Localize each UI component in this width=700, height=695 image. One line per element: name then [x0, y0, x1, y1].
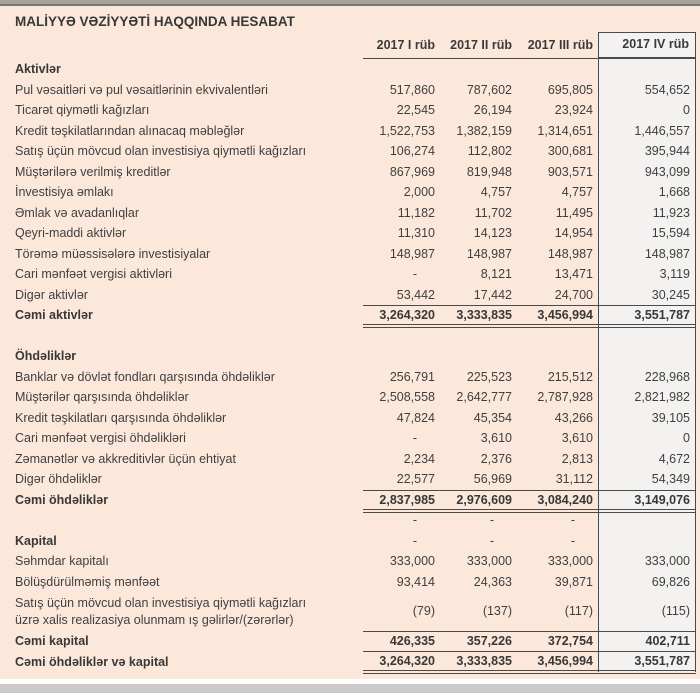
value-cell-q4: 3,149,076 [634, 492, 690, 507]
value-cell-q3: 4,757 [561, 185, 593, 199]
row-values [363, 244, 696, 265]
value-cell-q4: 15,594 [651, 226, 690, 240]
value-cell-q2: 112,802 [467, 144, 512, 158]
value-cell-q2: 2,376 [480, 451, 512, 466]
row-label: Ticarət qiymətli kağızları [15, 103, 150, 117]
row-label: Aktivlər [15, 62, 61, 76]
value-cell-q1: 106,274 [389, 144, 435, 158]
value-cell-q3 [512, 346, 593, 367]
value-cell-q2: 14,123 [473, 226, 512, 240]
row-values [363, 449, 696, 470]
table-row [0, 80, 700, 101]
row-values [363, 531, 696, 552]
value-cell-q4: 30,245 [651, 287, 690, 302]
row-values [363, 551, 696, 572]
column-header-q1: 2017 I rüb [376, 38, 435, 52]
row-values [363, 80, 696, 101]
header-spacer [0, 32, 363, 59]
column-header-q2: 2017 II rüb [450, 38, 512, 52]
value-cell-q2: 8,121 [480, 267, 512, 281]
value-cell-q1 [363, 326, 435, 347]
value-cell-q2 [435, 346, 512, 367]
value-cell-q1: 2,508,558 [379, 390, 435, 404]
value-cell-q4: 0 [683, 103, 690, 117]
value-cell-q2: 45,354 [473, 410, 512, 425]
table-row [0, 469, 700, 490]
value-cell-q2: 1,382,159 [456, 123, 512, 138]
table-row [0, 203, 700, 224]
value-cell-q3: 39,871 [554, 574, 593, 589]
table-row [0, 264, 700, 285]
table-row [0, 223, 700, 244]
value-cell-q2: 24,363 [473, 574, 512, 589]
value-cell-q2: 225,523 [466, 369, 512, 384]
row-label-line1: Satış üçün mövcud olan investisiya qiymətli kağızları [15, 596, 307, 610]
table-row [0, 510, 700, 531]
value-cell-q3: - [570, 513, 575, 527]
value-cell-q3: 3,084,240 [537, 492, 593, 507]
row-values [363, 346, 696, 367]
row-label [0, 592, 363, 631]
header-values [363, 32, 696, 59]
table-row [0, 305, 700, 326]
value-cell-q1: 11,182 [397, 205, 435, 220]
value-cell-q3: 43,266 [554, 410, 593, 425]
value-cell-q3: 903,571 [547, 164, 593, 179]
row-values [363, 652, 696, 674]
row-values [363, 141, 696, 162]
value-cell-q2: 3,610 [480, 431, 512, 445]
row-label: Cari mənfəət vergisi aktivləri [15, 267, 172, 281]
value-cell-q4: 0 [683, 431, 690, 445]
value-cell-q3: - [570, 533, 575, 548]
table-row [0, 285, 700, 306]
row-values [363, 223, 696, 244]
row-values [363, 572, 696, 593]
bottom-scroll-edge [0, 684, 700, 693]
row-label: Digər öhdəliklər [15, 472, 102, 486]
row-label: Satış üçün mövcud olan investisiya qiymətli kağızları [15, 144, 307, 158]
value-cell-q4: 3,551,787 [634, 308, 690, 322]
row-label [0, 326, 363, 347]
value-cell-q1: - [412, 533, 417, 548]
value-cell-q2: (137) [482, 604, 512, 618]
value-cell-q2: 333,000 [466, 554, 512, 568]
value-cell-q3: 13,471 [554, 267, 593, 281]
value-cell-q3: 333,000 [547, 554, 593, 568]
value-cell-q2: 2,642,777 [456, 390, 512, 404]
value-cell-q1: - [412, 431, 417, 445]
row-values [363, 387, 696, 408]
row-label: İnvestisiya əmlakı [15, 185, 114, 199]
value-cell-q2: 3,333,835 [456, 653, 512, 668]
value-cell-q3: 215,512 [547, 369, 593, 384]
value-cell-q4 [593, 346, 696, 367]
value-cell-q2: 17,442 [473, 287, 512, 302]
value-cell-q1: 3,264,320 [379, 653, 435, 668]
row-label: Cəmi öhdəliklər [15, 492, 109, 507]
value-cell-q1: 517,860 [389, 82, 435, 97]
row-label: Banklar və dövlət fondları qarşısında öhdəliklər [15, 369, 275, 384]
value-cell-q3: 11,495 [555, 205, 593, 220]
value-cell-q3 [512, 59, 593, 80]
row-label: Pul vəsaitləri və pul vəsaitlərinin ekvivalentləri [15, 82, 268, 97]
value-cell-q3: 23,924 [554, 103, 593, 117]
value-cell-q1: 1,522,753 [379, 123, 435, 138]
row-values [363, 59, 696, 80]
table-row [0, 449, 700, 470]
value-cell-q3: 695,805 [547, 82, 593, 97]
value-cell-q4: 69,826 [651, 574, 690, 589]
value-cell-q4: 402,711 [645, 634, 690, 648]
table-row [0, 387, 700, 408]
value-cell-q3: 148,987 [547, 246, 593, 261]
value-cell-q4: 395,944 [644, 144, 690, 158]
value-cell-q3: (117) [564, 604, 593, 618]
value-cell-q3: 1,314,651 [537, 123, 593, 138]
value-cell-q2: 787,602 [466, 82, 512, 97]
value-cell-q4 [593, 326, 696, 347]
row-label-line2: üzrə xalis realizasiya olunmam ış gəlirlər/(zərərlər) [15, 613, 294, 627]
value-cell-q1: (79) [412, 604, 435, 618]
value-cell-q4: 4,672 [658, 451, 690, 466]
row-values [363, 182, 696, 203]
table-row [0, 100, 700, 121]
row-label: Cəmi öhdəliklər və kapital [15, 654, 169, 669]
value-cell-q4: 1,446,557 [634, 123, 690, 138]
value-cell-q2: 11,702 [474, 205, 512, 220]
row-values [363, 264, 696, 285]
table-row [0, 182, 700, 203]
table-row [0, 162, 700, 183]
table-header-row [0, 32, 700, 59]
value-cell-q2 [435, 326, 512, 347]
value-cell-q3: 3,456,994 [537, 308, 593, 322]
value-cell-q1: 53,442 [396, 287, 435, 302]
row-values [363, 510, 696, 531]
value-cell-q2: - [489, 533, 494, 548]
table-row [0, 531, 700, 552]
value-cell-q4: 3,551,787 [634, 653, 690, 668]
row-label: Cəmi aktivlər [15, 308, 93, 322]
value-cell-q3: 31,112 [555, 472, 593, 486]
value-cell-q1: 148,987 [389, 246, 435, 261]
value-cell-q1: 2,000 [403, 185, 435, 199]
value-cell-q1: - [412, 513, 417, 527]
value-cell-q4: 2,821,982 [634, 390, 690, 404]
row-label: Zəmanətlər və akkreditivlər üçün ehtiyat [15, 451, 236, 466]
value-cell-q3: 300,681 [547, 144, 593, 158]
table-row [0, 346, 700, 367]
table-row [0, 326, 700, 347]
value-cell-q1: 22,577 [396, 472, 435, 486]
table-row [0, 59, 700, 80]
table-body [0, 59, 700, 672]
table-row [0, 367, 700, 388]
row-values [363, 428, 696, 449]
value-cell-q4: 11,923 [652, 205, 690, 220]
table-row [0, 141, 700, 162]
table-row [0, 244, 700, 265]
row-label: Digər aktivlər [15, 287, 88, 302]
row-label: Cəmi kapital [15, 634, 89, 648]
row-label: Törəmə müəssisələrə investisiyalar [15, 246, 211, 261]
value-cell-q4: 54,349 [651, 472, 690, 486]
page-title: MALİYYƏ VƏZİYYƏTİ HAQQINDA HESABAT [15, 14, 295, 29]
table-row [0, 490, 700, 511]
value-cell-q4: (115) [661, 604, 690, 618]
table-row [0, 592, 700, 631]
value-cell-q4: 554,652 [644, 82, 690, 97]
value-cell-q3: 24,700 [554, 287, 593, 302]
row-values [363, 162, 696, 183]
value-cell-q1: 3,264,320 [379, 308, 435, 322]
value-cell-q4: 148,987 [644, 246, 690, 261]
value-cell-q4: 39,105 [651, 410, 690, 425]
value-cell-q2 [435, 59, 512, 80]
row-label: Müştərilər qarşısında öhdəliklər [15, 390, 189, 404]
row-label: Cari mənfəət vergisi öhdəlikləri [15, 431, 186, 445]
row-values [363, 100, 696, 121]
row-values [363, 326, 696, 347]
table-row [0, 551, 700, 572]
value-cell-q2: 2,976,609 [456, 492, 512, 507]
value-cell-q2: 4,757 [480, 185, 512, 199]
row-values [363, 592, 696, 631]
row-values [363, 631, 696, 652]
value-cell-q3: 2,813 [561, 451, 593, 466]
value-cell-q2: 819,948 [466, 164, 512, 179]
table-row [0, 572, 700, 593]
table-row [0, 408, 700, 429]
row-values [363, 203, 696, 224]
value-cell-q2: 148,987 [466, 246, 512, 261]
value-cell-q1: 333,000 [389, 554, 435, 568]
value-cell-q3: 14,954 [554, 226, 593, 240]
value-cell-q1: 256,791 [389, 369, 435, 384]
value-cell-q2: 26,194 [473, 103, 512, 117]
value-cell-q1 [363, 346, 435, 367]
row-label [0, 510, 363, 531]
value-cell-q3: 3,610 [561, 431, 593, 445]
value-cell-q4: 943,099 [644, 164, 690, 179]
row-values [363, 408, 696, 429]
value-cell-q4 [593, 531, 696, 552]
value-cell-q3: 372,754 [547, 634, 593, 648]
value-cell-q1: - [412, 267, 417, 281]
row-label: Öhdəliklər [15, 349, 77, 363]
table-row [0, 428, 700, 449]
row-label: Kredit təşkilatları qarşısında öhdəliklər [15, 410, 227, 425]
value-cell-q1: 867,969 [389, 164, 435, 179]
value-cell-q3: 3,456,994 [537, 653, 593, 668]
row-values [363, 469, 696, 490]
value-cell-q1: 2,234 [403, 451, 435, 466]
value-cell-q1: 47,824 [396, 410, 435, 425]
table-row [0, 631, 700, 652]
table-row [0, 652, 700, 673]
column-header-q4: 2017 IV rüb [598, 32, 696, 58]
value-cell-q4 [593, 510, 696, 531]
row-label: Bölüşdürülməmiş mənfəət [15, 574, 160, 589]
value-cell-q1 [363, 59, 435, 80]
value-cell-q4: 3,119 [659, 267, 690, 281]
table-row [0, 121, 700, 142]
row-label: Müştərilərə verilmiş kreditlər [15, 164, 171, 179]
value-cell-q3 [512, 326, 593, 347]
row-values [363, 285, 696, 306]
value-cell-q1: 11,310 [397, 226, 435, 240]
value-cell-q2: 357,226 [466, 634, 512, 648]
financial-statement-sheet [0, 6, 700, 679]
statement-table [0, 32, 700, 672]
value-cell-q3: 2,787,928 [537, 390, 593, 404]
value-cell-q1: 2,837,985 [379, 492, 435, 507]
value-cell-q1: 22,545 [396, 103, 435, 117]
value-cell-q4: 333,000 [644, 554, 690, 568]
row-values [363, 367, 696, 388]
value-cell-q1: 426,335 [389, 634, 435, 648]
value-cell-q4: 1,668 [658, 185, 690, 199]
value-cell-q4 [593, 59, 696, 80]
row-label: Qeyri-maddi aktivlər [15, 226, 127, 240]
value-cell-q4: 228,968 [644, 369, 690, 384]
value-cell-q2: 56,969 [473, 472, 512, 486]
row-values [363, 121, 696, 142]
value-cell-q2: - [489, 513, 494, 527]
column-header-q3: 2017 III rüb [527, 38, 593, 52]
value-cell-q1: 93,414 [396, 574, 435, 589]
row-label: Kredit təşkilatlarından alınacaq məbləğlər [15, 123, 245, 138]
value-cell-q2: 3,333,835 [456, 308, 512, 322]
row-label: Əmlak və avadanlıqlar [15, 205, 140, 220]
row-label: Kapital [15, 533, 57, 548]
row-label: Səhmdar kapitalı [15, 554, 109, 568]
